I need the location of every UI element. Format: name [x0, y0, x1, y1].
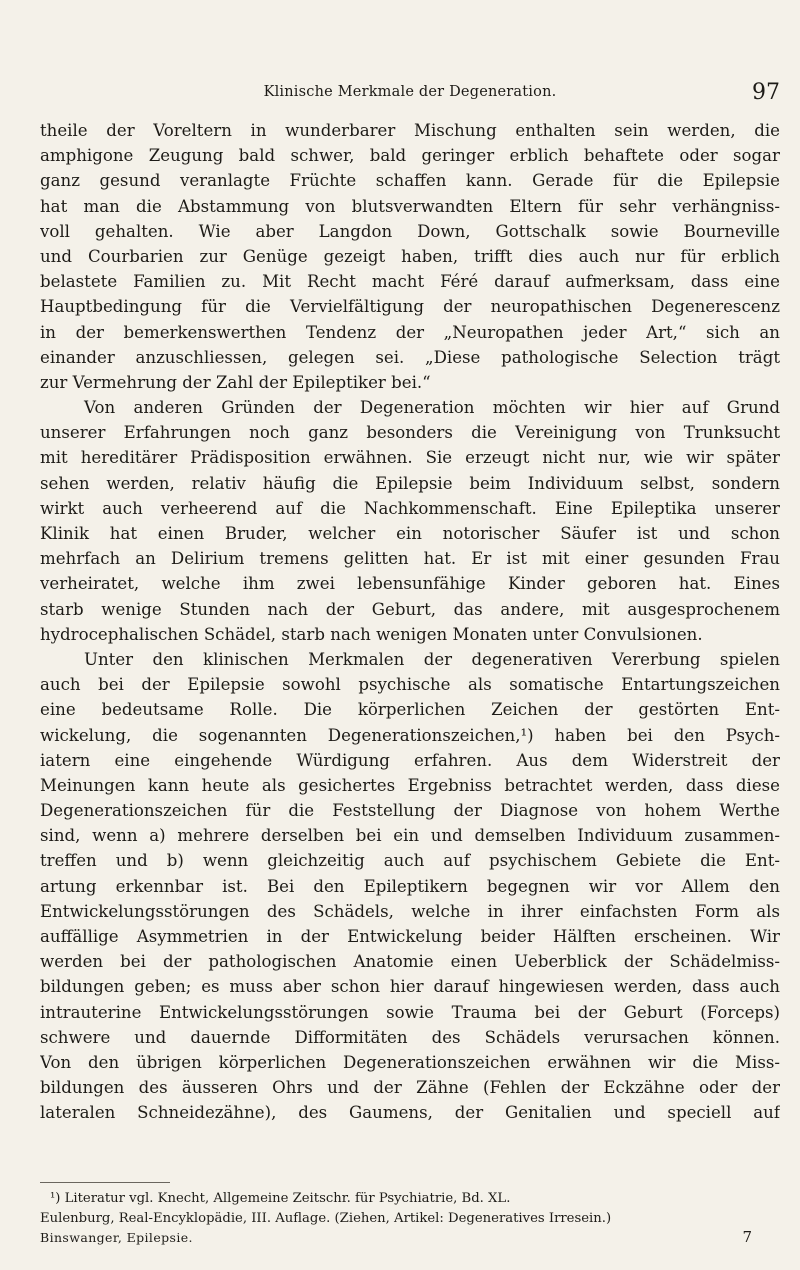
text-line: bildungen des äusseren Ohrs und der Zähne (Fehlen der Eckzähne oder der	[40, 1078, 780, 1098]
page-number: 97	[752, 80, 780, 105]
text-line: hydrocephalischen Schädel, starb nach wenigen Monaten unter Convulsionen.	[40, 624, 703, 644]
text-line: in der bemerkenswerthen Tendenz der „Neuropathen jeder Art,“ sich an	[40, 322, 780, 342]
text-line: Entwickelungsstörungen des Schädels, welche in ihrer einfachsten Form als	[40, 901, 780, 921]
text-line: auch bei der Epilepsie sowohl psychische als somatische Entartungszeichen	[40, 675, 780, 695]
text-line: Unter den klinischen Merkmalen der degenerativen Vererbung spielen	[84, 649, 780, 669]
text-line: Hauptbedingung für die Vervielfältigung der neuropathischen Degenerescenz	[40, 297, 780, 317]
text-line: Klinik hat einen Bruder, welcher ein notorischer Säufer ist und schon	[40, 524, 780, 543]
text-line: belastete Familien zu. Mit Recht macht Féré darauf aufmerksam, dass eine	[40, 272, 780, 292]
text-line: bildungen geben; es muss aber schon hier darauf hingewiesen werden, dass auch	[40, 977, 780, 997]
text-line: sehen werden, relativ häufig die Epilepsie beim Individuum selbst, sondern	[40, 473, 780, 493]
body-text	[40, 118, 780, 1126]
text-line: einander anzuschliessen, gelegen sei. „Diese pathologische Selection trägt	[40, 347, 780, 367]
footnote-line: ¹) Literatur vgl. Knecht, Allgemeine Zeitschr. für Psychiatrie, Bd. XL.	[50, 1191, 511, 1206]
signature-text: Binswanger, Epilepsie.	[40, 1230, 193, 1245]
text-line: ganz gesund veranlagte Früchte schaffen kann. Gerade für die Epilepsie	[40, 171, 780, 191]
text-line: unserer Erfahrungen noch ganz besonders die Vereinigung von Trunksucht	[40, 423, 780, 443]
text-line: hat man die Abstammung von blutsverwandten Eltern für sehr verhängniss-	[40, 196, 780, 216]
text-line: sind, wenn a) mehrere derselben bei ein und demselben Individuum zusammen-	[40, 826, 780, 846]
text-line: und Courbarien zur Genüge gezeigt haben, trifft dies auch nur für erblich	[40, 246, 780, 266]
text-line: Meinungen kann heute als gesichertes Ergebniss betrachtet werden, dass diese	[40, 775, 780, 795]
text-line: Degenerationszeichen für die Feststellung der Diagnose von hohem Werthe	[40, 801, 780, 821]
text-line: voll gehalten. Wie aber Langdon Down, Gottschalk sowie Bourneville	[40, 221, 780, 241]
text-line: amphigone Zeugung bald schwer, bald geringer erblich behaftete oder sogar	[40, 146, 780, 166]
text-line: treffen und b) wenn gleichzeitig auch auf psychischem Gebiete die Ent-	[40, 851, 780, 871]
footnote-divider	[40, 1182, 170, 1183]
text-line: Von anderen Gründen der Degeneration möchten wir hier auf Grund	[84, 398, 780, 418]
text-line: iatern eine eingehende Würdigung erfahren. Aus dem Widerstreit der	[40, 750, 780, 770]
text-line: intrauterine Entwickelungsstörungen sowie Trauma bei der Geburt (Forceps)	[40, 1002, 780, 1022]
text-line: Von den übrigen körperlichen Degenerationszeichen erwähnen wir die Miss-	[40, 1052, 780, 1072]
text-line: zur Vermehrung der Zahl der Epileptiker bei.“	[40, 372, 431, 392]
text-line: lateralen Schneidezähne), des Gaumens, der Genitalien und speciell auf	[40, 1103, 780, 1123]
page-header	[40, 80, 780, 110]
text-line: verheiratet, welche ihm zwei lebensunfähige Kinder geboren hat. Eines	[40, 574, 780, 594]
text-line: wickelung, die sogenannten Degenerationszeichen,¹) haben bei den Psych-	[40, 725, 780, 745]
text-line: mit hereditärer Prädisposition erwähnen. Sie erzeugt nicht nur, wie wir später	[40, 448, 780, 468]
text-line: mehrfach an Delirium tremens gelitten hat. Er ist mit einer gesunden Frau	[40, 549, 780, 569]
footnote-line: Eulenburg, Real-Encyklopädie, III. Auflage. (Ziehen, Artikel: Degeneratives Irresein.)	[40, 1211, 612, 1226]
sheet-signature	[40, 1230, 780, 1250]
text-line: auffällige Asymmetrien in der Entwickelung beider Hälften erscheinen. Wir	[40, 927, 780, 946]
text-line: eine bedeutsame Rolle. Die körperlichen Zeichen der gestörten Ent-	[40, 700, 780, 720]
text-line: werden bei der pathologischen Anatomie einen Ueberblick der Schädelmiss-	[40, 952, 780, 972]
text-line: starb wenige Stunden nach der Geburt, das andere, mit ausgesprochenem	[40, 599, 780, 619]
signature-number: 7	[742, 1228, 752, 1246]
running-head: Klinische Merkmale der Degeneration.	[263, 84, 557, 100]
text-line: schwere und dauernde Difformitäten des Schädels verursachen können.	[40, 1027, 780, 1047]
text-line: wirkt auch verheerend auf die Nachkommenschaft. Eine Epileptika unserer	[40, 498, 780, 518]
footnotes	[40, 1189, 780, 1229]
text-line: theile der Voreltern in wunderbarer Mischung enthalten sein werden, die	[40, 121, 780, 140]
text-line: artung erkennbar ist. Bei den Epileptikern begegnen wir vor Allem den	[40, 876, 780, 896]
